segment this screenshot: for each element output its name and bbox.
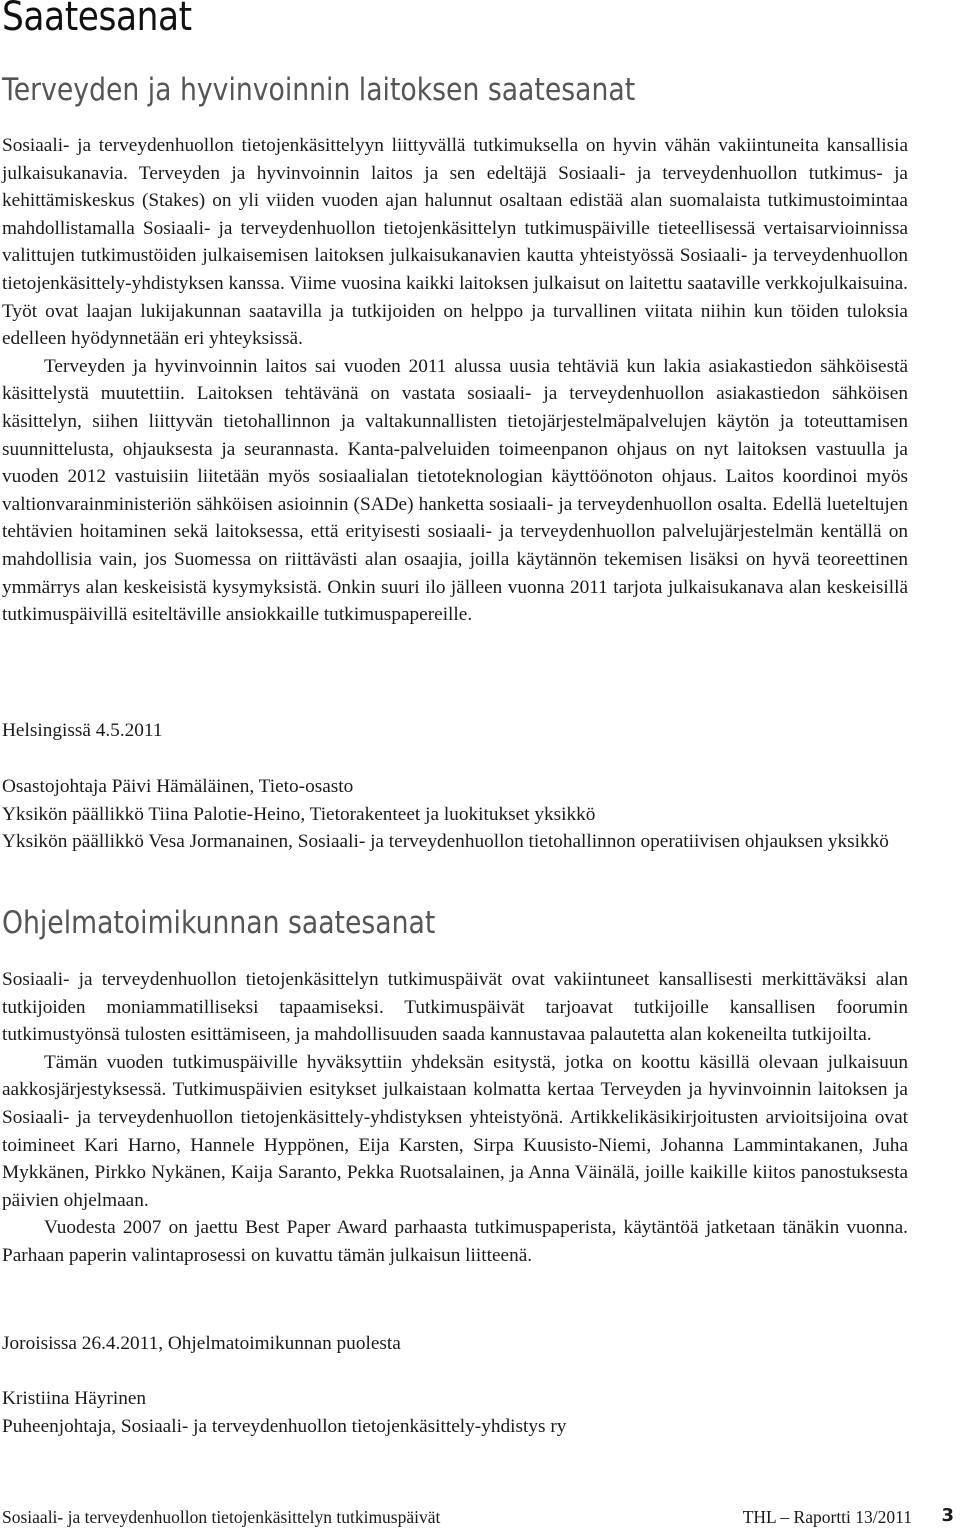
place-date: Helsingissä 4.5.2011 bbox=[2, 720, 163, 741]
paragraph: Sosiaali- ja terveydenhuollon tietojenkäsittelyyn liittyvällä tutkimuksella on hyvin vähän vakiintuneita kansallisia julkaisukanavia. Terveyden ja hyvinvoinnin laitos ja sen edeltäjä Sosiaali- ja terveydenhuollon tutkimus- ja kehittämiskeskus (Stakes) on yli viiden vuoden ajan halunnut osaltaan edistää alan suomalaista tutkimustoimintaa mahdollistamalla Sosiaali- ja terveydenhuollon tietojenkäsittelyn tutkimuspäiville tieteellisessä vertaisarvioinnissa valittujen tutkimustöiden julkaisemisen laitoksen julkaisukanavien kautta yhteistyössä Sosiaali- ja terveydenhuollon tietojenkäsittely-yhdistyksen kanssa. Viime vuosina kaikki laitoksen julkaisut on laitettu saataville verkkojulkaisuina. Työt ovat laajan lukijakunnan saatavilla ja tutkijoiden on helppo ja turvallinen viitata niihin kun töiden tuloksia edelleen hyödynnetään eri yhteyksissä. bbox=[2, 135, 908, 350]
paragraph: Sosiaali- ja terveydenhuollon tietojenkäsittelyn tutkimuspäivät ovat vakiintuneet kansallisesti merkittäväksi alan tutkijoiden moniammatilliseksi tapaamiseksi. Tutkimuspäivät tarjoavat tutkijoille kansallisen foorumin tutkimustyönsä tulosten esittämiseen, ja mahdollisuuden saada kannustavaa palautetta alan kokeneilta tutkijoilta. bbox=[2, 969, 908, 1046]
place-date: Joroisissa 26.4.2011, Ohjelmatoimikunnan puolesta bbox=[2, 1333, 401, 1354]
signature-block bbox=[2, 773, 908, 856]
signatory: Yksikön päällikkö Tiina Palotie-Heino, Tietorakenteet ja luokitukset yksikkö bbox=[2, 803, 596, 825]
section-heading-committee: Ohjelmatoimikunnan saatesanat bbox=[2, 905, 436, 941]
page-title: Saatesanat bbox=[2, 0, 192, 40]
signatory: Osastojohtaja Päivi Hämäläinen, Tieto-osasto bbox=[2, 776, 354, 797]
paragraph: Terveyden ja hyvinvoinnin laitos sai vuoden 2011 alussa uusia tehtäviä kun lakia asiakastiedon sähköisestä käsittelystä muutettiin. Laitoksen tehtävänä on vastata sosiaali- ja terveydenhuollon asiakastiedon sähköisen käsittelyn, siihen liittyvän tietohallinnon ja valtakunnallisten tietojärjestelmäpalvelujen käytön ja toteuttamisen suunnittelusta, ohjauksesta ja seurannasta. Kanta-palveluiden toimeenpanon ohjaus on nyt laitoksen vastuulla ja vuoden 2012 vastuisiin liitetään myös sosiaalialan tietoteknologian käyttöönoton ohjaus. Laitos koordinoi myös valtionvarainministeriön sähköisen asioinnin (SADe) hanketta sosiaali- ja terveydenhuollon osalta. Edellä lueteltujen tehtävien hoitaminen sekä laitoksessa, että erityisesti sosiaali- ja terveydenhuollon palvelujärjestelmän kentällä on mahdollisia vain, jos Suomessa on riittävästi alan osaajia, joilla käytännön tekemisen lisäksi on hyvä teoreettinen ymmärrys alan keskeisistä kysymyksistä. Onkin suuri ilo jälleen vuonna 2011 tarjota julkaisukanava alan keskeisillä tutkimuspäivillä esiteltäville ansiokkaille tutkimuspapereille. bbox=[2, 355, 908, 626]
page-footer bbox=[0, 1507, 960, 1529]
section-heading-thl: Terveyden ja hyvinvoinnin laitoksen saatesanat bbox=[2, 72, 636, 108]
signatory: Puheenjohtaja, Sosiaali- ja terveydenhuollon tietojenkäsittely-yhdistys ry bbox=[2, 1415, 567, 1437]
thl-body bbox=[2, 132, 908, 629]
paragraph: Tämän vuoden tutkimuspäiville hyväksyttiin yhdeksän esitystä, jotka on koottu käsillä olevaan julkaisuun aakkosjärjestyksessä. Tutkimuspäivien esitykset julkaistaan kolmatta kertaa Terveyden ja hyvinvoinnin laitoksen ja Sosiaali- ja terveydenhuollon tietojenkäsittely-yhdistyksen yhteistyönä. Artikkelikäsikirjoitusten arvioitsijoina ovat toimineet Kari Harno, Hannele Hyppönen, Eija Karsten, Sirpa Kuusisto-Niemi, Johanna Lammintakanen, Juha Mykkänen, Pirkko Nykänen, Kaija Saranto, Pekka Ruotsalainen, ja Anna Väinälä, joille kaikille kiitos panostuksesta päivien ohjelmaan. bbox=[2, 1051, 908, 1211]
signature-block bbox=[2, 1385, 908, 1440]
paragraph: Vuodesta 2007 on jaettu Best Paper Award parhaasta tutkimuspaperista, käytäntöä jatketaan tänäkin vuonna. Parhaan paperin valintaprosessi on kuvattu tämän julkaisun liitteenä. bbox=[2, 1217, 908, 1266]
committee-body bbox=[2, 966, 908, 1270]
page-number: 3 bbox=[941, 1505, 954, 1526]
signatory: Yksikön päällikkö Vesa Jormanainen, Sosiaali- ja terveydenhuollon tietohallinnon operatiivisen ohjauksen yksikkö bbox=[2, 831, 889, 853]
footer-report: THL – Raportti 13/2011 bbox=[742, 1507, 912, 1527]
signatory: Kristiina Häyrinen bbox=[2, 1388, 147, 1409]
footer-publication: Sosiaali- ja terveydenhuollon tietojenkäsittelyn tutkimuspäivät bbox=[2, 1507, 441, 1527]
